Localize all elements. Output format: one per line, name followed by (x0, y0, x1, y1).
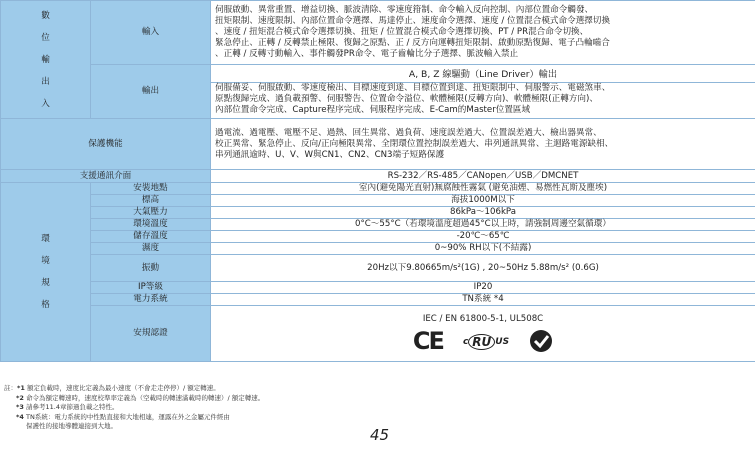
footnote: *3 請參考11.4章節過負載之特性。 (16, 403, 119, 411)
footnote: 註：*1 額定負載時，速度比定義為最小速度（不會走走停停）/ 額定轉速。 (4, 384, 220, 392)
env-label-ambient-temp: 環境溫度 (91, 219, 211, 231)
footnote: *4 TN系統：電力系統的中性點直接和大地相連，運露在外之金屬元件經由 (16, 412, 230, 421)
env-value-power-system: TN系統 *4 (211, 294, 755, 306)
env-value-installation: 室內(避免陽光直射)無腐蝕性霧氣 (避免油煙、易燃性瓦斯及塵埃) (211, 183, 755, 195)
footnote: *2 命令為額定轉速時，速度校準率定義為（空載時的轉速滿載時的轉速）/ 額定轉速。 (16, 393, 265, 402)
env-label-ip: IP等級 (91, 282, 211, 294)
footnotes (4, 384, 264, 432)
env-label-safety: 安規認證 (91, 306, 211, 362)
footnote: 保護性的接地導體連接到大地。 (26, 422, 117, 430)
input-label: 輸入 (91, 1, 211, 65)
ul-mark-icon: c RU US (462, 334, 510, 349)
ce-mark-icon: CE (412, 326, 443, 355)
page-number: 45 (370, 426, 390, 444)
env-label-power-system: 電力系統 (91, 294, 211, 306)
env-value-vibration: 20Hz以下9.80665m/s²(1G) , 20~50Hz 5.88m/s² (0.6G) (211, 255, 755, 282)
c-tick-mark-icon (529, 329, 553, 353)
env-label-storage-temp: 儲存溫度 (91, 231, 211, 243)
env-label-pressure: 大氣壓力 (91, 207, 211, 219)
comm-label: 支援通訊介面 (1, 170, 211, 183)
environment-group-label: 環 境 規 格 (1, 183, 91, 362)
protection-label: 保護機能 (1, 119, 211, 170)
output-label: 輸出 (91, 65, 211, 119)
digital-io-group-label: 數 位 輸 出 入 (1, 1, 91, 119)
env-label-altitude: 標高 (91, 195, 211, 207)
protection-value: 過電流、過電壓、電壓不足、過熱、回生異常、過負荷、速度誤差過大、位置誤差過大、檢出器異常、 校正異常、緊急停止、反向/正向極限異常、全閉環位置控制誤差過大、串列通訊異常、主迴路電源缺相、 串列通訊逾時、U、V、W與CN1、CN2、CN3端子短路保護 (211, 119, 755, 170)
input-value: 伺服啟動、異常重置、增益切換、脈波清除、零速度箝制、命令輸入反向控制、內部位置命令觸發、 扭矩限制、速度限制、內部位置命令選擇、馬達停止、速度命令選擇、速度 / 位置混合模式命令選擇切換 、速度 / 扭矩混合模式命令選擇切換、扭矩 / 位置混合模式命令選擇切換、PT / PR混合命令切換、 緊急停止、正轉 / 反轉禁止極限、復歸之原點、正 / 反方向運轉扭矩限制、啟動原點復歸、電子凸輪嚙合 、正轉 / 反轉寸動輸入、事件觸發PR命令、電子齒輪比分子選擇、脈波輸入禁止 (211, 1, 755, 65)
output-value: A, B, Z 線驅動（Line Driver）輸出 伺服備妥、伺服啟動、零速度檢出、目標速度到達、目標位置到達、扭矩限制中、伺服警示、電磁煞車、 原點復歸完成、過負載預警、伺服警告、位置命令溢位、軟體極限(反轉方向)、軟體極限(正轉方向)、 內部位置命令完成、Capture程序完成、伺服程序完成、E-Cam的Master位置區域 (211, 65, 755, 119)
env-label-installation: 安裝地點 (91, 183, 211, 195)
env-label-humidity: 濕度 (91, 243, 211, 255)
env-value-ip: IP20 (211, 282, 755, 294)
env-value-altitude: 海拔1000M以下 (211, 195, 755, 207)
env-value-storage-temp: -20℃～65℃ (211, 231, 755, 243)
env-value-pressure: 86kPa～106kPa (211, 207, 755, 219)
env-label-vibration: 振動 (91, 255, 211, 282)
env-value-ambient-temp: 0°C～55°C（若環境溫度超過45°C以上時，請強制周邊空氣循環） (211, 219, 755, 231)
env-value-safety (211, 306, 755, 362)
comm-value: RS-232／RS-485／CANopen／USB／DMCNET (211, 170, 755, 183)
env-value-humidity: 0~90% RH以下(不結露) (211, 243, 755, 255)
safety-standards: IEC / EN 61800-5-1, UL508C (422, 314, 544, 324)
